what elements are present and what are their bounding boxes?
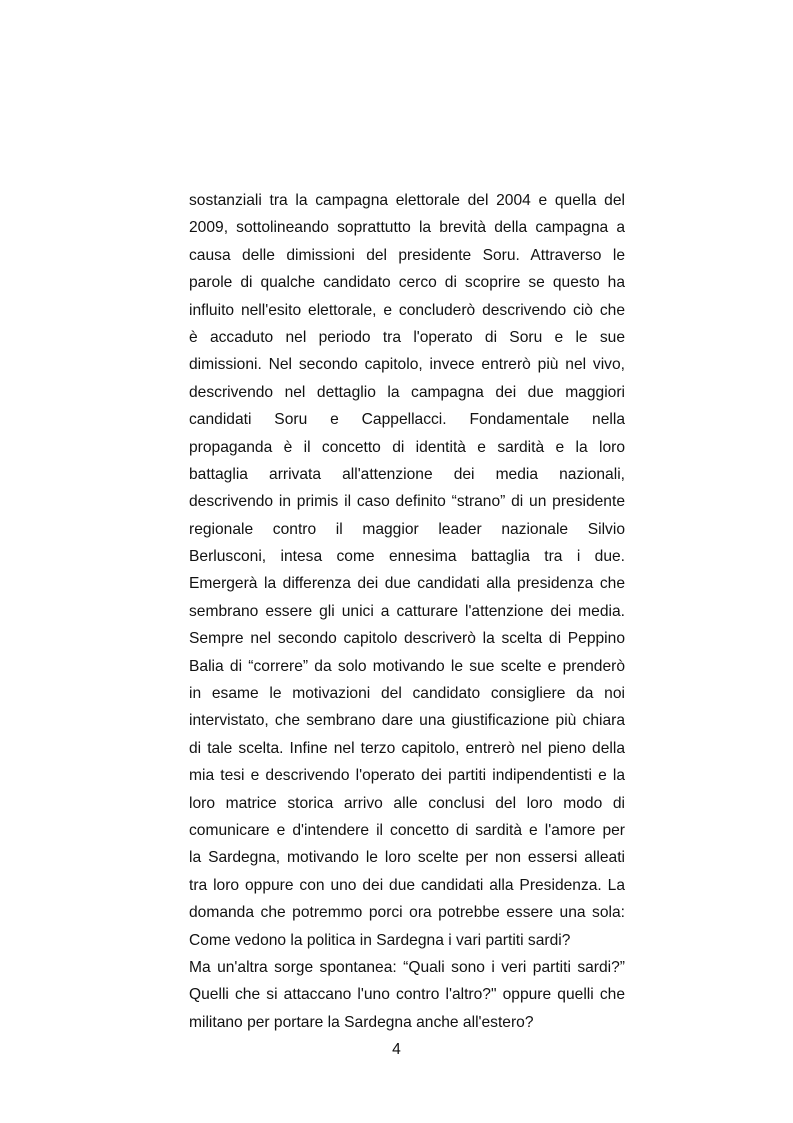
text-line: di tale scelta. Infine nel terzo capitolo, entrerò nel pieno della — [189, 739, 625, 757]
text-line: sostanziali tra la campagna elettorale del 2004 e quella del — [189, 192, 625, 209]
text-line: la Sardegna, motivando le loro scelte per non essersi alleati — [189, 849, 625, 867]
text-line: sembrano essere gli unici a catturare l'attenzione dei media. — [189, 602, 625, 620]
text-line: battaglia arrivata all'attenzione dei media nazionali, — [189, 465, 625, 483]
text-line: propaganda è il concetto di identità e sardità e la loro — [189, 438, 625, 456]
text-line: Balia di “correre” da solo motivando le sue scelte e prenderò — [189, 657, 625, 675]
text-line: influito nell'esito elettorale, e concluderò descrivendo ciò che — [189, 301, 625, 319]
text-line: dimissioni. Nel secondo capitolo, invece entrerò più nel vivo, — [189, 356, 625, 374]
text-line: comunicare e d'intendere il concetto di sardità e l'amore per — [189, 821, 625, 839]
text-line: causa delle dimissioni del presidente Soru. Attraverso le — [189, 246, 625, 264]
text-line: loro matrice storica arrivo alle conclusi del loro modo di — [189, 794, 625, 812]
text-line: militano per portare la Sardegna anche all'estero? — [189, 1013, 534, 1031]
text-line: Quelli che si attaccano l'uno contro l'altro?" oppure quelli che — [189, 986, 625, 1004]
text-line: parole di qualche candidato cerco di scoprire se questo ha — [189, 274, 625, 292]
text-line: in esame le motivazioni del candidato consigliere da noi — [189, 685, 625, 703]
text-line: Sempre nel secondo capitolo descriverò la scelta di Peppino — [189, 630, 625, 648]
text-line: mia tesi e descrivendo l'operato dei partiti indipendentisti e la — [189, 767, 625, 785]
text-line: è accaduto nel periodo tra l'operato di Soru e le sue — [189, 328, 625, 346]
text-line: Emergerà la differenza dei due candidati alla presidenza che — [189, 575, 625, 593]
text-line: intervistato, che sembrano dare una giustificazione più chiara — [189, 712, 625, 730]
text-line: Berlusconi, intesa come ennesima battaglia tra i due. — [189, 548, 625, 566]
text-line: 2009, sottolineando soprattutto la brevità della campagna a — [189, 219, 625, 237]
body-text — [189, 187, 625, 1036]
text-line: tra loro oppure con uno dei due candidati alla Presidenza. La — [189, 876, 625, 894]
page-number: 4 — [392, 1041, 401, 1058]
text-line: candidati Soru e Cappellacci. Fondamentale nella — [189, 411, 625, 429]
text-line: descrivendo in primis il caso definito “strano” di un presidente — [189, 493, 625, 511]
text-line: domanda che potremmo porci ora potrebbe essere una sola: — [189, 904, 625, 922]
text-line: regionale contro il maggior leader nazionale Silvio — [189, 520, 625, 538]
text-line: Come vedono la politica in Sardegna i vari partiti sardi? — [189, 931, 571, 949]
text-line: Ma un'altra sorge spontanea: “Quali sono i veri partiti sardi?” — [189, 958, 625, 976]
text-line: descrivendo nel dettaglio la campagna dei due maggiori — [189, 383, 625, 401]
